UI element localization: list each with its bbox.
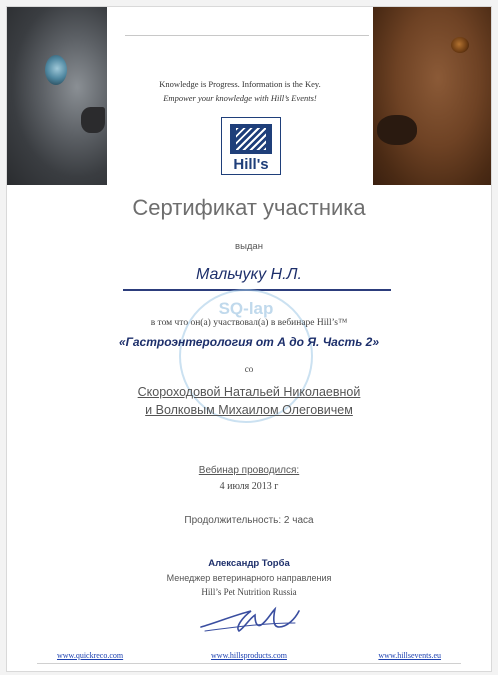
presenter-1: Скороходовой Натальей Николаевной	[137, 385, 361, 399]
hills-logo-text: Hill's	[233, 156, 269, 173]
webinar-title: «Гастроэнтерология от А до Я. Часть 2»	[118, 335, 380, 349]
dog-photo	[373, 7, 491, 185]
date-label: Вебинар проводился:	[198, 465, 300, 476]
cat-photo	[7, 7, 107, 185]
tagline-line-1: Knowledge is Progress. Information is the Key.	[159, 79, 321, 89]
dog-nose	[377, 115, 417, 145]
footer-link-hillsevents[interactable]: www.hillsevents.eu	[378, 651, 441, 660]
footer-link-hillsproducts[interactable]: www.hillsproducts.com	[211, 651, 287, 660]
signature-icon	[195, 597, 305, 637]
issued-label: выдан	[235, 241, 263, 252]
certificate-title: Сертификат участника	[132, 195, 366, 220]
signatory-position: Менеджер ветеринарного направления	[166, 573, 332, 583]
with-label: со	[244, 364, 254, 374]
presenter-2: и Волковым Михаилом Олеговичем	[145, 403, 353, 417]
footer-link-quickreco[interactable]: www.quickreco.com	[57, 651, 124, 660]
stamp-text: SQ-lap	[218, 299, 274, 318]
signatory-name: Александр Торба	[208, 558, 290, 569]
recipient-name: Мальчуку Н.Л.	[196, 266, 302, 283]
cat-nose	[81, 107, 105, 133]
participation-text: в том что он(а) участвовал(а) в вебинаре Hill’s™	[150, 318, 348, 328]
certificate-sheet	[6, 6, 492, 672]
hills-emblem-icon	[230, 124, 272, 154]
signatory-company: Hill’s Pet Nutrition Russia	[201, 587, 297, 597]
webinar-date: 4 июля 2013 г	[219, 481, 279, 492]
webinar-duration: Продолжительность: 2 часа	[184, 515, 314, 526]
header-divider	[125, 35, 369, 36]
cat-eye	[45, 55, 67, 85]
tagline-line-2: Empower your knowledge with Hill’s Events!	[163, 93, 317, 103]
hills-logo	[221, 117, 281, 175]
dog-eye	[451, 37, 469, 53]
footer-divider	[37, 663, 461, 664]
